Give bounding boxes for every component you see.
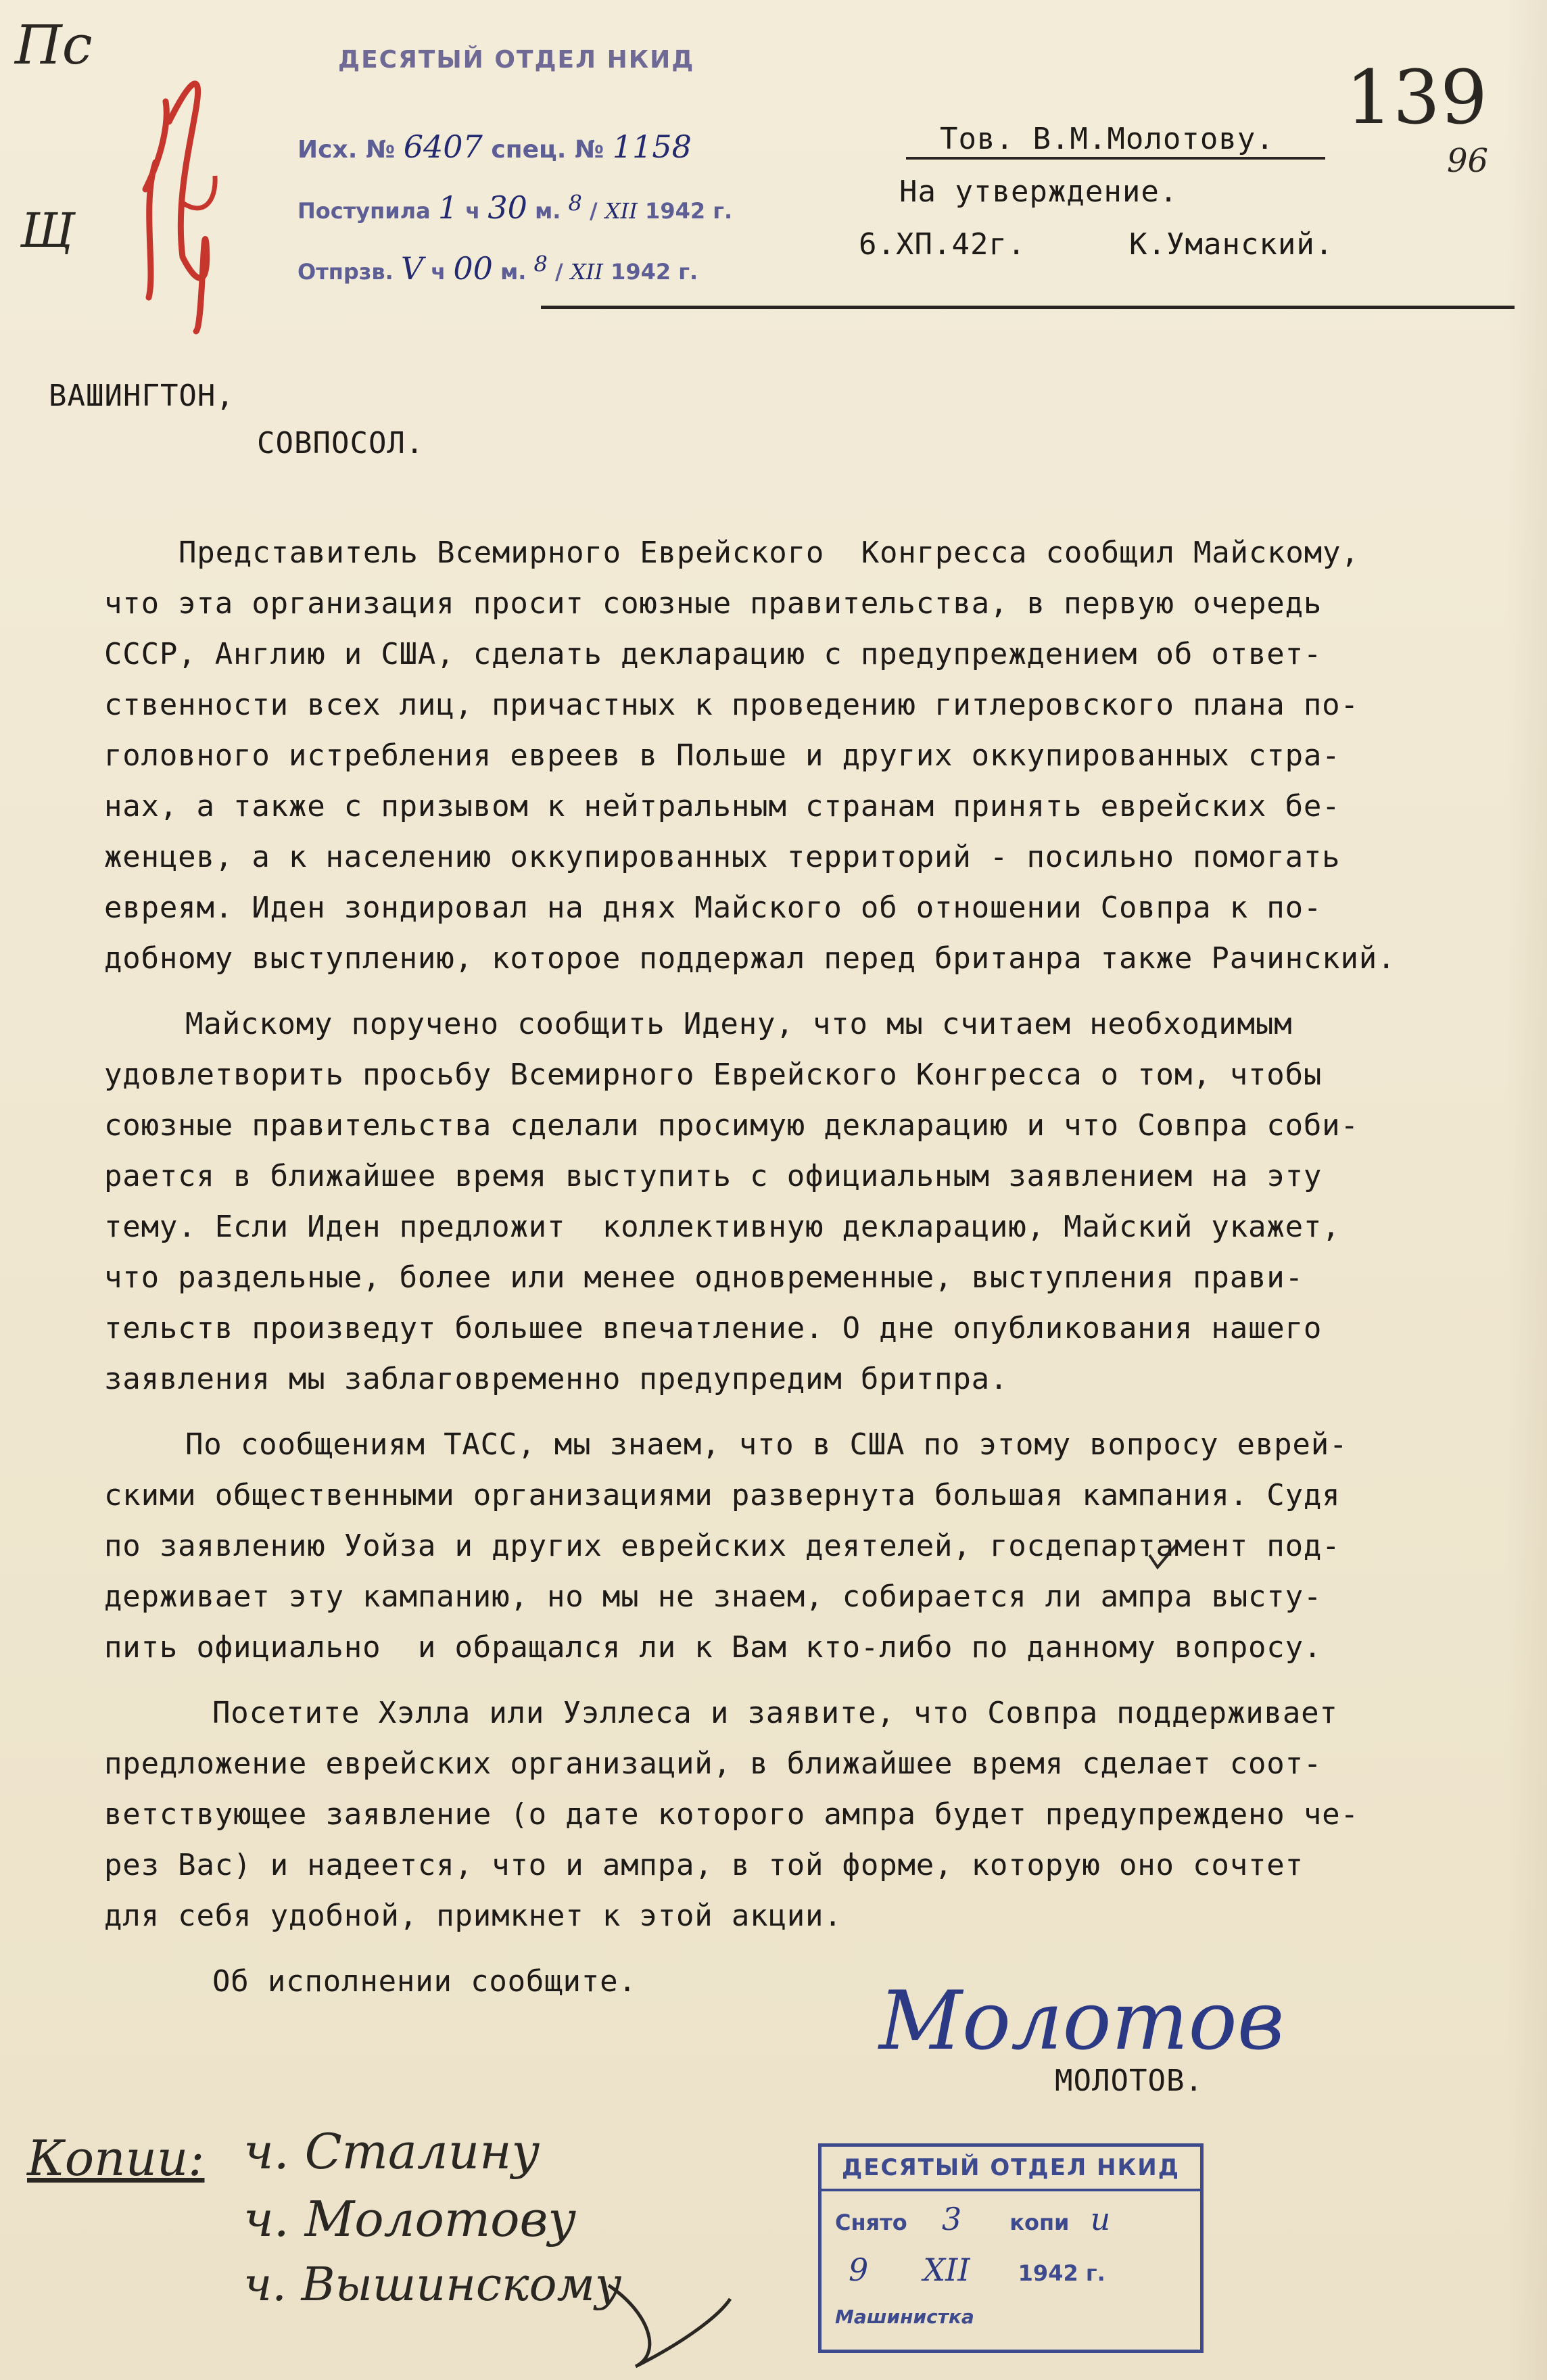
special-number: 1158 bbox=[612, 128, 692, 165]
addressee: Тов. В.М.Молотову. bbox=[940, 122, 1275, 156]
outgoing-label: Исх. № bbox=[298, 136, 396, 164]
typed-signature: МОЛОТОВ. bbox=[1055, 2064, 1204, 2098]
special-label: спец. № bbox=[491, 136, 604, 164]
sent-year: 1942 г. bbox=[611, 259, 698, 285]
body-line: СССР, Англию и США, сделать декларацию с предупреждением об ответ- bbox=[104, 637, 1323, 671]
stamp-department: ДЕСЯТЫЙ ОТДЕЛ НКИД bbox=[338, 46, 695, 74]
received-sep: / bbox=[590, 198, 598, 224]
received-hour-unit: ч bbox=[465, 198, 481, 224]
received-month: XII bbox=[604, 198, 638, 224]
body-line: женцев, а к населению оккупированных территорий - посильно помогать bbox=[104, 840, 1341, 874]
body-line: Представитель Всемирного Еврейского Конгресса сообщил Майскому, bbox=[178, 536, 1360, 570]
body-line: тельств произведут большее впечатление. О дне опубликования нашего bbox=[104, 1311, 1323, 1346]
body-line: добному выступлению, которое поддержал перед британра также Рачинский. bbox=[104, 941, 1396, 976]
stamp-date-row bbox=[835, 2252, 1105, 2288]
body-line: ственности всех лиц, причастных к проведению гитлеровского плана по- bbox=[104, 688, 1359, 722]
body-line: заявления мы заблаговременно предупредим бритпра. bbox=[104, 1362, 1009, 1396]
approval-date: 6.ХП.42г. bbox=[859, 227, 1026, 262]
received-minute: 30 bbox=[487, 189, 527, 226]
stamp-date-year: 1942 г. bbox=[1018, 2260, 1105, 2286]
copy-recipient: ч. Сталину bbox=[243, 2123, 540, 2180]
sent-sep: / bbox=[555, 259, 563, 285]
margin-mark-middle: Щ bbox=[20, 203, 74, 258]
body-line: По сообщениям ТАСС, мы знаем, что в США по этому вопросу еврей- bbox=[185, 1427, 1348, 1462]
recipient-office: СОВПОСОЛ. bbox=[257, 426, 425, 460]
sent-minute: 00 bbox=[453, 250, 493, 287]
received-year: 1942 г. bbox=[645, 198, 733, 224]
body-line: Посетите Хэлла или Уэллеса и заявите, что Совпра поддерживает bbox=[212, 1696, 1338, 1730]
handwritten-signature: Молотов bbox=[879, 1974, 1285, 2068]
received-minute-unit: м. bbox=[535, 198, 561, 224]
approval-note: На утверждение. bbox=[899, 174, 1179, 209]
body-line: держивает эту кампанию, но мы не знаем, собирается ли ампра высту- bbox=[104, 1579, 1323, 1614]
copies-value: и bbox=[1090, 2201, 1111, 2237]
received-label: Поступила bbox=[298, 198, 431, 224]
recipient-city: ВАШИНГТОН, bbox=[49, 379, 235, 413]
typist-row bbox=[835, 2306, 974, 2328]
body-line: нах, а также с призывом к нейтральным странам принять еврейских бе- bbox=[104, 789, 1341, 824]
body-line: скими общественными организациями развернута большая кампания. Судя bbox=[104, 1478, 1341, 1513]
body-line: тему. Если Иден предложит коллективную декларацию, Майский укажет, bbox=[104, 1210, 1341, 1244]
taken-label: Снято bbox=[835, 2210, 907, 2235]
check-mark bbox=[1149, 1543, 1178, 1567]
copy-recipient: ч. Вышинскому bbox=[243, 2258, 622, 2312]
stamp-date-day: 9 bbox=[849, 2252, 869, 2288]
body-line: евреям. Иден зондировал на днях Майского об отношении Совпра к по- bbox=[104, 890, 1323, 925]
folio-number: 139 bbox=[1346, 54, 1488, 141]
body-line: союзные правительства сделали просимую декларацию и что Совпра соби- bbox=[104, 1108, 1359, 1143]
body-line: что раздельные, более или менее одновременные, выступления прави- bbox=[104, 1260, 1304, 1295]
stamp-date-month: XII bbox=[923, 2252, 970, 2288]
folio-sub-number: 96 bbox=[1447, 142, 1489, 180]
body-line: что эта организация просит союзные правительства, в первую очередь bbox=[104, 586, 1323, 621]
body-line: Майскому поручено сообщить Идену, что мы считаем необходимым bbox=[185, 1007, 1293, 1041]
body-line: удовлетворить просьбу Всемирного Еврейского Конгресса о том, чтобы bbox=[104, 1057, 1323, 1092]
sent-label: Отпрзв. bbox=[298, 259, 394, 285]
sent-month: XII bbox=[570, 259, 603, 285]
body-line: ветствующее заявление (о дате которого ампра будет предупреждено че- bbox=[104, 1797, 1359, 1832]
approval-sender: К.Уманский. bbox=[1129, 227, 1334, 262]
received-day: 8 bbox=[568, 190, 582, 216]
body-line: рез Вас) и надеется, что и ампра, в той форме, которую оно сочтет bbox=[104, 1848, 1304, 1882]
bottom-stamp bbox=[818, 2143, 1204, 2353]
copy-recipient: ч. Молотову bbox=[243, 2191, 577, 2247]
bottom-stamp-title: ДЕСЯТЫЙ ОТДЕЛ НКИД bbox=[822, 2147, 1200, 2191]
sent-hour-unit: ч bbox=[431, 259, 446, 285]
typist-label: Машинистка bbox=[835, 2306, 974, 2328]
body-line: головного истребления евреев в Польше и других оккупированных стра- bbox=[104, 738, 1341, 773]
body-line: для себя удобной, примкнет к этой акции. bbox=[104, 1899, 842, 1933]
margin-mark-top: Пс bbox=[15, 14, 93, 76]
sent-day: 8 bbox=[533, 251, 548, 277]
body-line: предложение еврейских организаций, в ближайшее время сделает соот- bbox=[104, 1746, 1323, 1781]
sent-minute-unit: м. bbox=[500, 259, 527, 285]
closing-line: Об исполнении сообщите. bbox=[212, 1964, 637, 1999]
body-line: по заявлению Уойза и других еврейских деятелей, госдепартамент под- bbox=[104, 1529, 1341, 1563]
body-line: рается в ближайшее время выступить с официальным заявлением на эту bbox=[104, 1159, 1323, 1193]
sent-hour: V bbox=[400, 250, 424, 287]
body-line: пить официально и обращался ли к Вам кто-либо по данному вопросу. bbox=[104, 1630, 1323, 1665]
copies-label: Копии: bbox=[27, 2130, 205, 2187]
taken-value: 3 bbox=[941, 2201, 962, 2237]
copies-label-stamp: копи bbox=[1009, 2210, 1070, 2235]
received-hour: 1 bbox=[437, 189, 458, 226]
taken-row bbox=[835, 2201, 1110, 2237]
outgoing-number: 6407 bbox=[403, 128, 483, 165]
